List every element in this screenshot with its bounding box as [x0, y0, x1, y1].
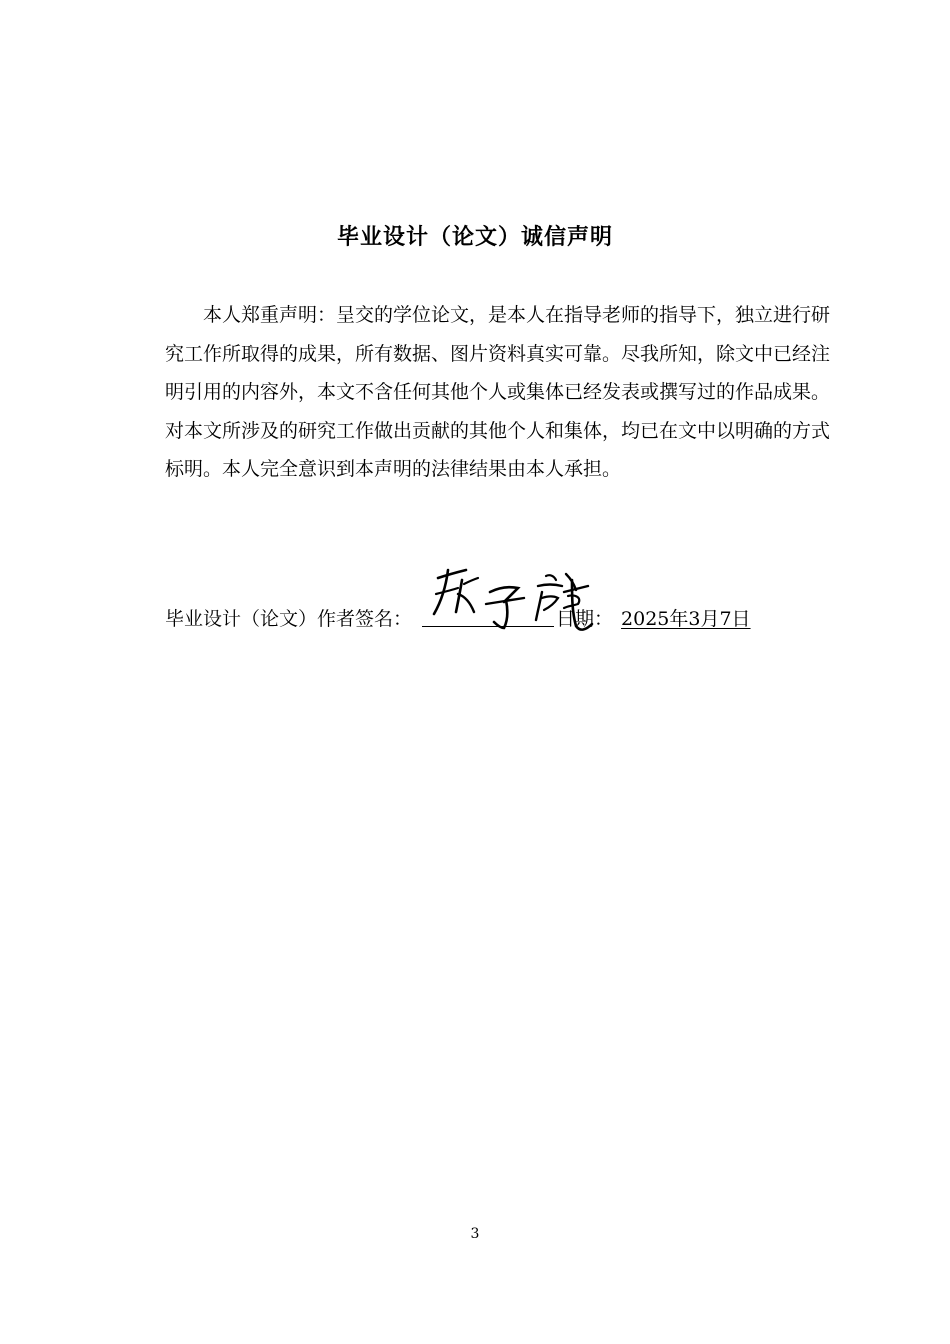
date-label: 日期： — [556, 608, 614, 630]
declaration-paragraph: 本人郑重声明：呈交的学位论文，是本人在指导老师的指导下，独立进行研究工作所取得的成果，所有数据、图片资料真实可靠。尽我所知，除文中已经注明引用的内容外，本文不含任何其他个人或集体已经发表或撰写过的作品成果。对本文所涉及的研究工作做出贡献的其他个人和集体，均已在文中以明确的方式标明。本人完全意识到本声明的法律结果由本人承担。 — [165, 304, 831, 480]
author-signature-label: 毕业设计（论文）作者签名： — [165, 608, 413, 630]
date-value: 2025年3月7日 — [621, 608, 751, 630]
handwritten-signature — [428, 566, 598, 644]
page-number: 3 — [470, 1226, 480, 1242]
declaration-body — [165, 296, 830, 489]
page-title: 毕业设计（论文）诚信声明 — [336, 225, 613, 250]
